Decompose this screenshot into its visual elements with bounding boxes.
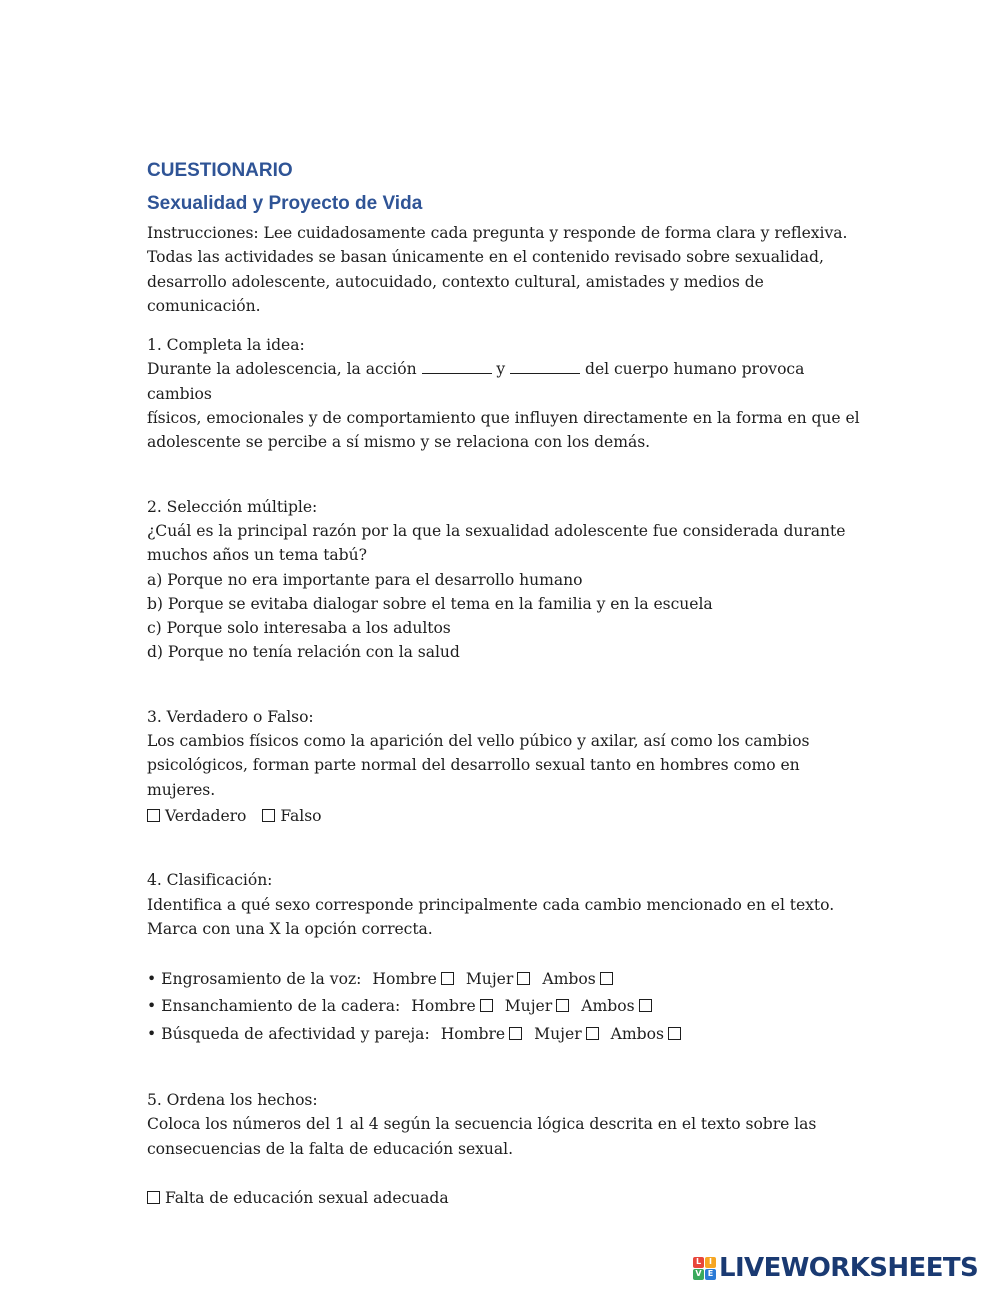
instructions	[147, 221, 867, 318]
question-1-text-b: y	[496, 360, 506, 379]
male-option-label: Hombre	[440, 1024, 506, 1043]
question-3-text: Los cambios físicos como la aparición del vello púbico y axilar, así como los cambios	[147, 732, 810, 751]
page-title: CUESTIONARIO	[147, 160, 293, 181]
logo-cubes-icon	[693, 1257, 716, 1280]
both-option-label: Ambos	[610, 1024, 665, 1043]
classification-row	[147, 993, 867, 1020]
checkbox-icon[interactable]	[668, 1027, 681, 1040]
checkbox-icon[interactable]	[480, 999, 493, 1012]
question-2-text: muchos años un tema tabú?	[147, 546, 367, 565]
false-label: Falso	[280, 806, 322, 825]
female-option-label: Mujer	[534, 1024, 582, 1043]
checkbox-icon[interactable]	[556, 999, 569, 1012]
fill-in-blank-2[interactable]	[510, 359, 580, 374]
question-5	[147, 1088, 867, 1210]
checkbox-icon[interactable]	[517, 972, 530, 985]
question-1-text-a: Durante la adolescencia, la acción	[147, 360, 417, 379]
option-a[interactable]: a) Porque no era importante para el desarrollo humano	[147, 570, 583, 589]
question-4	[147, 868, 867, 1048]
question-2-heading: 2. Selección múltiple:	[147, 497, 318, 516]
checkbox-icon[interactable]	[441, 972, 454, 985]
spacer	[147, 941, 867, 966]
spacer	[147, 1161, 867, 1186]
question-3-text: psicológicos, forman parte normal del desarrollo sexual tanto en hombres como en mujeres.	[147, 756, 800, 799]
question-5-text: Coloca los números del 1 al 4 según la secuencia lógica descrita en el texto sobre las	[147, 1115, 817, 1134]
checkbox-icon[interactable]	[600, 972, 613, 985]
male-option-label: Hombre	[411, 997, 476, 1016]
question-1	[147, 333, 867, 454]
order-item	[147, 1186, 867, 1210]
checkbox-icon[interactable]	[509, 1027, 522, 1040]
page-subtitle: Sexualidad y Proyecto de Vida	[147, 193, 423, 214]
question-5-heading: 5. Ordena los hechos:	[147, 1091, 318, 1110]
checkbox-icon[interactable]	[147, 809, 160, 822]
question-1-line: adolescente se percibe a sí mismo y se relaciona con los demás.	[147, 433, 651, 452]
question-2	[147, 495, 867, 665]
logo-text: LIVEWORKSHEETS	[719, 1253, 979, 1283]
question-4-intro	[147, 868, 867, 941]
question-2-text: ¿Cuál es la principal razón por la que la sexualidad adolescente fue considerada durante	[147, 521, 846, 540]
option-d[interactable]: d) Porque no tenía relación con la salud	[147, 643, 460, 662]
classification-item: • Búsqueda de afectividad y pareja:	[147, 1024, 430, 1043]
question-4-heading: 4. Clasificación:	[147, 871, 273, 890]
male-option-label: Hombre	[372, 970, 437, 989]
question-1-line	[147, 357, 867, 406]
logo-cube: V	[693, 1269, 704, 1280]
option-b[interactable]: b) Porque se evitaba dialogar sobre el tema en la familia y en la escuela	[147, 594, 713, 613]
classification-row	[147, 1021, 867, 1048]
both-option-label: Ambos	[581, 997, 635, 1016]
classification-item: • Ensanchamiento de la cadera:	[147, 997, 401, 1016]
order-item-label: Falta de educación sexual adecuada	[165, 1188, 449, 1207]
question-3	[147, 705, 867, 828]
question-4-text: Identifica a qué sexo corresponde principalmente cada cambio mencionado en el texto.	[147, 895, 835, 914]
logo-cube: E	[705, 1269, 716, 1280]
question-1-line: físicos, emocionales y de comportamiento que influyen directamente en la forma en que el	[147, 409, 860, 428]
instructions-line: Instrucciones: Lee cuidadosamente cada pregunta y responde de forma clara y reflexiva.	[147, 224, 848, 242]
liveworksheets-logo	[693, 1254, 978, 1282]
instructions-line: Todas las actividades se basan únicamente en el contenido revisado sobre sexualidad,	[147, 248, 824, 267]
fill-in-blank-1[interactable]	[422, 359, 492, 374]
worksheet	[147, 157, 867, 1210]
instructions-line: comunicación.	[147, 296, 261, 315]
both-option-label: Ambos	[542, 970, 596, 989]
question-3-heading: 3. Verdadero o Falso:	[147, 707, 314, 726]
checkbox-icon[interactable]	[586, 1027, 599, 1040]
question-5-text: consecuencias de la falta de educación sexual.	[147, 1139, 513, 1158]
female-option-label: Mujer	[465, 970, 514, 989]
checkbox-icon[interactable]	[639, 999, 652, 1012]
true-option[interactable]	[147, 804, 246, 828]
true-label: Verdadero	[165, 806, 247, 825]
checkbox-icon[interactable]	[262, 809, 275, 822]
question-1-text-c: del cuerpo humano provoca cambios	[147, 360, 805, 403]
logo-cube: L	[693, 1257, 704, 1268]
checkbox-icon[interactable]	[147, 1191, 160, 1204]
female-option-label: Mujer	[504, 997, 553, 1016]
classification-row	[147, 966, 867, 993]
classification-item: • Engrosamiento de la voz:	[147, 970, 362, 989]
question-1-heading: 1. Completa la idea:	[147, 336, 305, 355]
option-c[interactable]: c) Porque solo interesaba a los adultos	[147, 619, 451, 638]
logo-cube: I	[705, 1257, 716, 1268]
true-false-options	[147, 804, 867, 828]
false-option[interactable]	[262, 804, 321, 828]
instructions-line: desarrollo adolescente, autocuidado, contexto cultural, amistades y medios de	[147, 272, 764, 291]
question-5-intro	[147, 1088, 867, 1161]
question-4-text: Marca con una X la opción correcta.	[147, 919, 433, 938]
